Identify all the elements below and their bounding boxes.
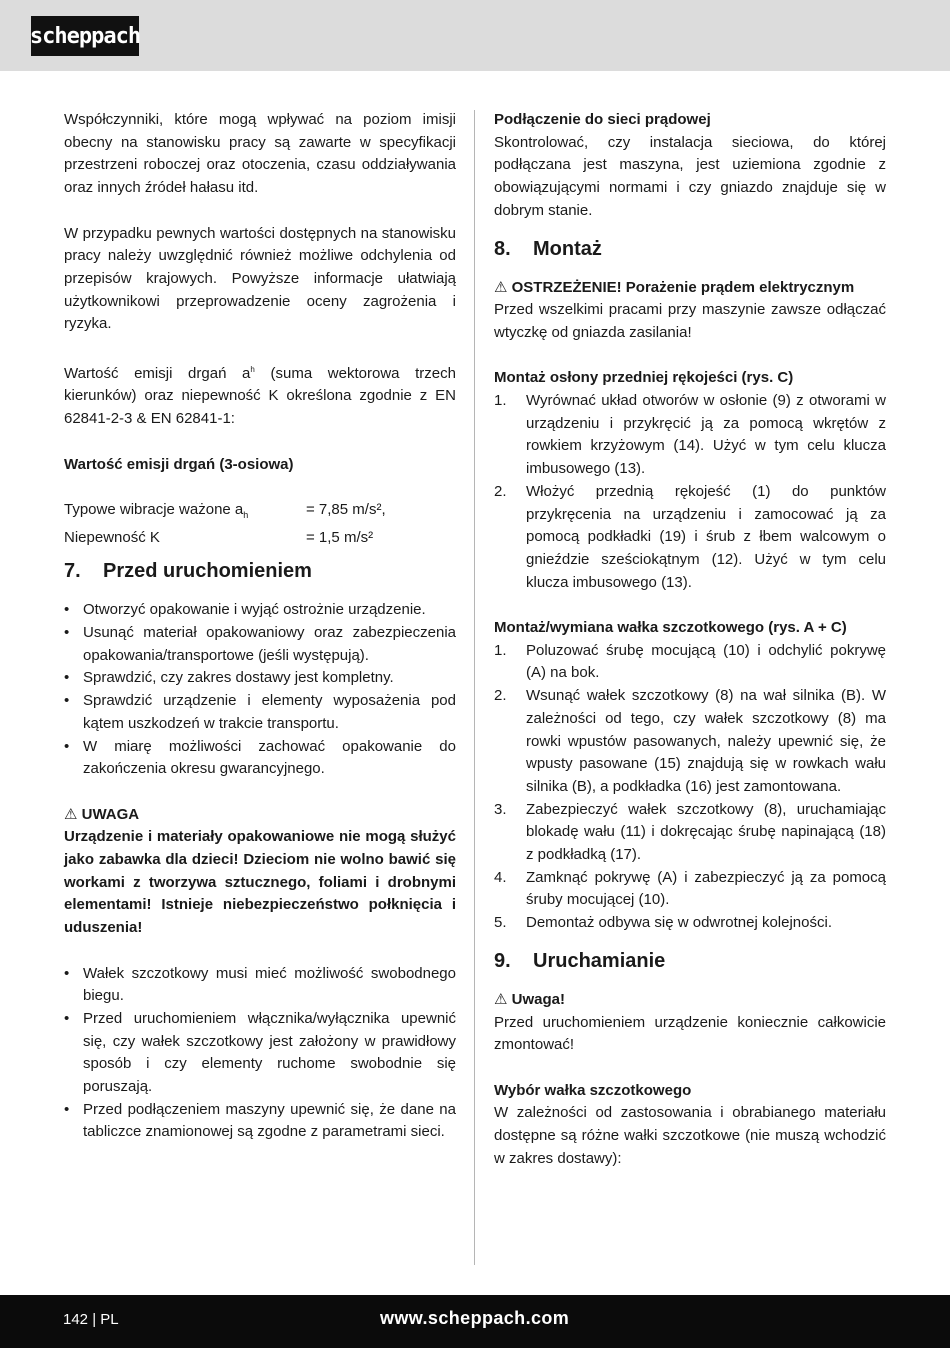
footer-bar	[0, 1295, 950, 1348]
electric-shock-warning-text: Przed wszelkimi pracami przy maszynie zawsze odłączać wtyczkę od gniazda zasilania!	[494, 301, 886, 341]
brand-logo: scheppach	[31, 16, 139, 56]
column-divider	[474, 110, 475, 1265]
list-item: 4. Zamknąć pokrywę (A) i zabezpieczyć ją za pomocą śruby mocującej (10).	[494, 868, 886, 909]
list-item: 5. Demontaż odbywa się w odwrotnej kolejności.	[494, 914, 832, 932]
list-item: • Sprawdzić, czy zakres dostawy jest kompletny.	[64, 667, 456, 690]
mount-guard-heading: Montaż osłony przedniej rękojeści (rys. C)	[494, 369, 794, 387]
warning-triangle-icon: ⚠	[494, 990, 508, 1008]
list-item: 2. Włożyć przednią rękojeść (1) do punktów przykręcenia na urządzeniu i zamocować ją za pomocą podkładki (19) i śrub z łbem walcowym o gnieździe sześciokątnym (12). Użyć w tym celu klucza imbusowego (13).	[494, 482, 886, 591]
list-item: 2. Wsunąć wałek szczotkowy (8) na wał silnika (B). W zależności od tego, czy wałek szczotkowy (8) ma rowki wpustów pasowanych, należy upewnić się, że wpusty pasowane (15) znajdują się w rowkach wału silnika (B), a podkładka (16) jest zamontowana.	[494, 687, 886, 795]
spec-row-uncertainty: Niepewność K = 1,5 m/s²	[64, 527, 456, 550]
spec-value: = 1,5 m/s²	[306, 528, 374, 546]
electric-shock-warning-label: ⚠ OSTRZEŻENIE! Porażenie prądem elektrycznym	[494, 278, 855, 296]
warning-text-children: Urządzenie i materiały opakowaniowe nie mogą służyć jako zabawka dla dzieci! Dzieciom nie wolno bawić się workami z tworzywa sztucznego, foliami i drobnymi elementami! Istnieje niebezpieczeństwo połknięcia i uduszenia!	[64, 828, 456, 937]
warning-label: ⚠ UWAGA	[64, 805, 140, 823]
brush-roller-steps	[494, 640, 886, 935]
paragraph-vibration-emission: Wartość emisji drgań $a^h$ (suma wektorowa trzech kierunków) oraz niepewność K określona zgodnie z EN 62841-2-3 & EN 62841-1:	[64, 364, 456, 428]
startup-warning-text: Przed uruchomieniem urządzenie koniecznie całkowicie zmontować!	[494, 1013, 886, 1054]
warning-triangle-icon: ⚠	[494, 278, 508, 296]
list-item: • Sprawdzić urządzenie i elementy wyposażenia pod kątem uszkodzeń w trakcie transportu.	[64, 690, 456, 735]
warning-triangle-icon: ⚠	[64, 805, 78, 823]
website-link[interactable]: www.scheppach.com	[380, 1308, 570, 1328]
list-item: 1. Poluzować śrubę mocującą (10) i odchylić pokrywę (A) na bok.	[494, 641, 886, 682]
left-column	[64, 109, 456, 1144]
list-item: 1. Wyrównać układ otworów w osłonie (9) z otworami w urządzeniu i przykręcić ją za pomocą wkrętów z rowkiem krzyżowym (14). Użyć w tym celu klucza imbusowego (13).	[494, 392, 886, 478]
bullet-list-unpacking	[64, 599, 456, 781]
roller-selection-heading: Wybór wałka szczotkowego	[494, 1081, 692, 1099]
list-item: • Przed podłączeniem maszyny upewnić się, że dane na tabliczce znamionowej są zgodne z parametrami sieci.	[64, 1099, 456, 1144]
section-heading-8: 8. Montaż	[494, 237, 602, 260]
startup-warning-label: ⚠ Uwaga!	[494, 990, 565, 1008]
list-item: • Wałek szczotkowy musi mieć możliwość swobodnego biegu.	[64, 963, 456, 1008]
spec-value: = 7,85 m/s²,	[306, 500, 386, 518]
bullet-list-checks	[64, 963, 456, 1145]
brush-roller-heading: Montaż/wymiana wałka szczotkowego (rys. A + C)	[494, 619, 847, 637]
section-heading-7: 7. Przed uruchomieniem	[64, 560, 312, 583]
roller-selection-text: W zależności od zastosowania i obrabianego materiału dostępne są różne wałki szczotkowe (nie muszą wchodzić w zakres dostawy):	[494, 1104, 886, 1167]
header-bar	[0, 0, 950, 71]
list-item: 3. Zabezpieczyć wałek szczotkowy (8), uruchamiając blokadę wału (11) i dokręcając śrubę napinającą (18) z podkładką (17).	[494, 800, 886, 864]
connection-text: Skontrolować, czy instalacja sieciowa, do której podłączana jest maszyna, jest uziemiona zgodnie z obowiązującymi normami i czy gniazdo znajduje się w dobrym stanie.	[494, 133, 886, 219]
page-number: 142 | PL	[63, 1311, 119, 1328]
spec-row-vibration: Typowe wibracje ważone $a_h$ = 7,85 m/s²,	[64, 499, 456, 527]
section-heading-9: 9. Uruchamianie	[494, 949, 666, 972]
list-item: • Przed uruchomieniem włącznika/wyłącznika upewnić się, czy wałek szczotkowy jest założony w prawidłowy sposób i czy elementy ruchome swobodnie się poruszają.	[64, 1008, 456, 1099]
list-item: • Usunąć materiał opakowaniowy oraz zabezpieczenia opakowania/transportowe (jeśli występują).	[64, 622, 456, 667]
paragraph-imission-factors: Współczynniki, które mogą wpływać na poziom imisji obecny na stanowisku pracy są zawarte w specyfikacji przestrzeni roboczej oraz otoczenia, czasu oddziaływania oraz innych źródeł hałasu itd.	[64, 111, 456, 197]
list-item: • W miarę możliwości zachować opakowanie do zakończenia okresu gwarancyjnego.	[64, 736, 456, 781]
mount-guard-steps	[494, 390, 886, 594]
vibration-heading: Wartość emisji drgań (3-osiowa)	[64, 455, 294, 473]
connection-heading: Podłączenie do sieci prądowej	[494, 111, 711, 128]
list-item: • Otworzyć opakowanie i wyjąć ostrożnie urządzenie.	[64, 599, 456, 622]
paragraph-national-deviations: W przypadku pewnych wartości dostępnych na stanowisku pracy należy uwzględnić również możliwe odchylenia od przepisów krajowych. Powyższe informacje ułatwiają użytkownikowi przeprowadzenie oceny zagrożenia i ryzyka.	[64, 224, 456, 333]
right-column	[494, 109, 886, 1170]
